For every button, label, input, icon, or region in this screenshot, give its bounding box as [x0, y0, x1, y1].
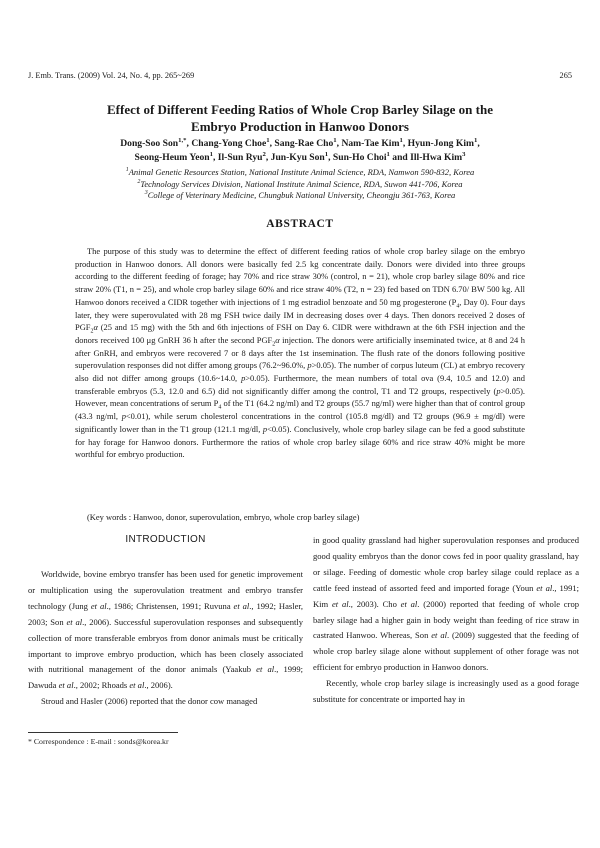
right-column — [313, 533, 579, 708]
body-text: . (2009) suggested that the feeding of whole crop barley silage alone without supplement of other forage was not efficient for embryo production in Hanwoo donors. — [313, 630, 580, 673]
abstract-text: (25 and 15 mg) with the 5th and 6th injections of FSH on Day 6. CIDR were withdrawn at the 6th FSH injection and the donors received 100 μg GnRH 36 h after the second PGF — [75, 322, 525, 345]
abstract-text: ). The number of corpus luteum (CL) at embryo recovery also did not differ among groups (10.6~14.0, — [75, 360, 526, 384]
affiliation-sup: 2 — [137, 178, 141, 185]
author-name: Il-Sun Ryu — [217, 152, 263, 163]
abstract-heading: ABSTRACT — [266, 218, 334, 230]
intro-paragraph-2: Stroud and Hasler (2006) reported that the donor cow managed — [41, 696, 258, 707]
p-value: >0.05 — [311, 360, 332, 371]
keywords: (Key words : Hanwoo, donor, superovulation, embryo, whole crop barley silage) — [87, 512, 360, 522]
intro-paragraph-1 — [28, 567, 303, 694]
author-name: Dong-Soo Son — [120, 138, 179, 149]
title-line-2: Embryo Production in Hanwoo Donors — [191, 119, 409, 134]
journal-citation: J. Emb. Trans. (2009) Vol. 24, No. 4, pp. 265~269 — [28, 71, 195, 80]
et-al: et al — [332, 598, 349, 609]
author-sup: 3 — [462, 150, 466, 158]
affiliation-text: Technology Services Division, National Institute Animal Science, RDA, Suwon 441-706, Korea — [140, 178, 463, 189]
body-text: ., 1986; Christensen, 1991; Ruvuna — [106, 600, 234, 611]
et-al: et al — [400, 598, 418, 609]
affiliation-2 — [40, 179, 560, 191]
body-text: Worldwide, bovine embryo transfer has been used for genetic improvement or multiplication using the superovulation treatment and embryo transfer technology (Jung — [28, 569, 303, 611]
author-sup: 1 — [266, 136, 270, 144]
author-name: Ill-Hwa Kim — [410, 152, 463, 163]
et-al: et al — [129, 680, 145, 691]
body-text: . (2000) reported that feeding of whole crop barley silage had a higher gain in body weight than feeding of rice straw in castrated Hanwoo. Whereas, Son — [313, 598, 579, 641]
running-header — [28, 71, 572, 80]
page-number: 265 — [559, 71, 572, 80]
author-line-1: Dong-Soo Son$^{1,*}$, Chang-Yong Choe$^1$, Sang-Rae Cho$^1$, Nam-Tae Kim$^1$, Hyun-Jong Kim$^1$, — [120, 136, 480, 149]
body-text: ., 1992; Hasler, 2003; Son — [28, 600, 304, 627]
abstract-text: The purpose of this study was to determine the effect of different feeding ratios of whole crop barley silage on the embryo production in Hanwoo donors. All donors were basically fed 2.5 kg concentrate daily. Donors were divided into three groups according to the different feeding of forage; hay 70% and rice straw 30% (control, n = 21), whole crop barley silage 80% and rice straw 20% (T1, n = 25), and whole crop barley silage 60% and rice straw 40% (T2, n = 23) fed based on TDN 6.70/ BW 500 kg. All Hanwoo donors received a CIDR together with injections of 1 mg estradiol benzoate and 50 mg progesterone (P — [75, 246, 525, 307]
body-text: ., 2006). Successful superovulation responses and subsequently collection of more transferable embryos from donor animals must be critically important to improve embryo production, which has been closely associated with nutritional management of the donor animals (Yaakub — [28, 616, 303, 675]
author-sup: 1 — [399, 136, 403, 144]
p-symbol: p — [307, 360, 312, 371]
body-text: ., 1991; Kim — [313, 582, 579, 609]
footnote-divider — [28, 732, 178, 733]
affiliation-3 — [40, 190, 560, 202]
author-name: Sang-Rae Cho — [274, 138, 334, 149]
author-name: Sun-Ho Choi — [332, 152, 387, 163]
p-symbol: p — [262, 423, 268, 434]
author-name: Jun-Kyu Son — [270, 152, 325, 163]
subscript: 2 — [272, 341, 276, 348]
affiliations — [40, 167, 560, 202]
abstract-text: of the T1 (64.2 ng/ml) and T2 groups (55.7 ng/ml) were higher than that of control group (43.3 ng/ml, — [75, 398, 525, 422]
body-text: ., 1999; Dawuda — [28, 664, 303, 691]
author-sup: 1 — [209, 150, 213, 158]
affiliation-sup: 1 — [125, 167, 129, 174]
author-sup: 1 — [386, 150, 390, 158]
affiliation-sup: 3 — [144, 190, 148, 197]
body-text: ., 2002; Rhoads — [73, 680, 130, 691]
et-al: et al — [536, 582, 553, 593]
body-text: ., 2006). — [144, 680, 173, 691]
paper-title — [40, 101, 560, 135]
author-conjunction: and — [392, 152, 408, 163]
intro-paragraph-3: Recently, whole crop barley silage is increasingly used as a good forage substitute for concentrate or imported hay in — [313, 678, 579, 705]
subscript: 2 — [90, 328, 94, 335]
abstract-body — [75, 245, 525, 461]
et-al: et al — [58, 680, 74, 691]
author-name: Hyun-Jong Kim — [407, 138, 474, 149]
intro-paragraph-continued — [313, 533, 579, 676]
title-line-1: Effect of Different Feeding Ratios of Whole Crop Barley Silage on the — [107, 102, 493, 117]
author-list — [40, 137, 560, 165]
subscript: 4 — [218, 405, 222, 412]
introduction-heading: INTRODUCTION — [125, 534, 206, 545]
et-al: et al — [256, 664, 275, 675]
p-symbol: p — [496, 385, 501, 396]
p-value: <0.01 — [125, 411, 146, 422]
p-value: >0.05 — [245, 373, 265, 384]
author-sup: 1 — [324, 150, 329, 158]
abstract-text: ). However, mean concentrations of serum P — [75, 385, 525, 409]
body-text: in good quality grassland had higher superovulation responses and produced good quality embryos than the donor cows fed in poor quality grassland, hay or silage. Feeding of domestic whole crop barley silage could replace as a cattle feed instead of assorted feed and imported forage (Youn — [313, 535, 579, 593]
abstract-text: ). Furthermore, the mean numbers of total ova (9.4, 10.5 and 12.0) and transferable embryos (5.3, 12.0 and 6.5) did not significantly differ among the control, T1 and T2 groups, respectively ( — [75, 373, 525, 396]
author-name: Chang-Yong Choe — [191, 138, 267, 149]
p-value: <0.05 — [267, 423, 287, 434]
affiliation-text: Animal Genetic Resources Station, National Institute Animal Science, RDA, Namwon 590-832, Korea — [128, 167, 475, 177]
author-name: Nam-Tae Kim — [341, 138, 400, 149]
author-sup: 1 — [333, 136, 337, 144]
author-line-2: Seong-Heum Yeon$^1$, Il-Sun Ryu$^2$, Jun-Kyu Son$^1$, Sun-Ho Choi$^1$ and Ill-Hwa Kim$^3$ — [134, 150, 466, 163]
et-al: et al — [233, 600, 250, 611]
correspondence-footnote: * Correspondence : E-mail : sonds@korea.kr — [28, 737, 169, 746]
left-column — [28, 567, 303, 710]
abstract-text: ). Conclusively, whole crop barley silage can be fed a good substitute for hay forage for Hanwoo donors. Furthermore the ratios of whole crop barley silage 60% and rice straw 40% might be more worthful for embryo production. — [75, 423, 525, 460]
abstract-text: ), while serum cholesterol concentrations in the control (105.8 mg/dl) and T2 groups (96.9 ± mg/dl) were significantly lower than in the T1 group (121.1 mg/dl, — [75, 411, 525, 434]
author-sup: 2 — [262, 150, 266, 158]
author-name: Seong-Heum Yeon — [134, 152, 210, 163]
author-sup: 1 — [473, 136, 478, 144]
et-al: et al — [90, 600, 107, 611]
body-text: ., 2003). Cho — [348, 598, 401, 609]
affiliation-text: College of Veterinary Medicine, Chungbuk National University, Cheongju 361-763, Korea — [147, 190, 456, 201]
p-value: >0.05 — [500, 385, 521, 396]
abstract-text: injection. The donors were artificially inseminated twice, at 8 and 24 h after GnRH, and embryos were recovered 7 or 8 days after the 1st insemination. The flush rate of the donors following positive superovulation responses did not differ among groups (76.2~96.0%, — [75, 334, 525, 371]
p-symbol: p — [121, 411, 126, 422]
greek-alpha: α — [93, 322, 98, 333]
p-symbol: p — [241, 373, 246, 384]
abstract-text: , Day 0). Four days later, they were superovulated with 28 mg FSH twice daily IM in decreasing doses over 4 days. Then donors received 2 doses of PGF — [75, 296, 526, 333]
et-al: et al — [66, 616, 83, 627]
affiliation-1 — [40, 167, 560, 179]
greek-alpha: α — [275, 334, 280, 345]
subscript: 4 — [456, 303, 460, 310]
author-sup: 1,* — [178, 136, 187, 144]
et-al: et al — [431, 630, 447, 641]
